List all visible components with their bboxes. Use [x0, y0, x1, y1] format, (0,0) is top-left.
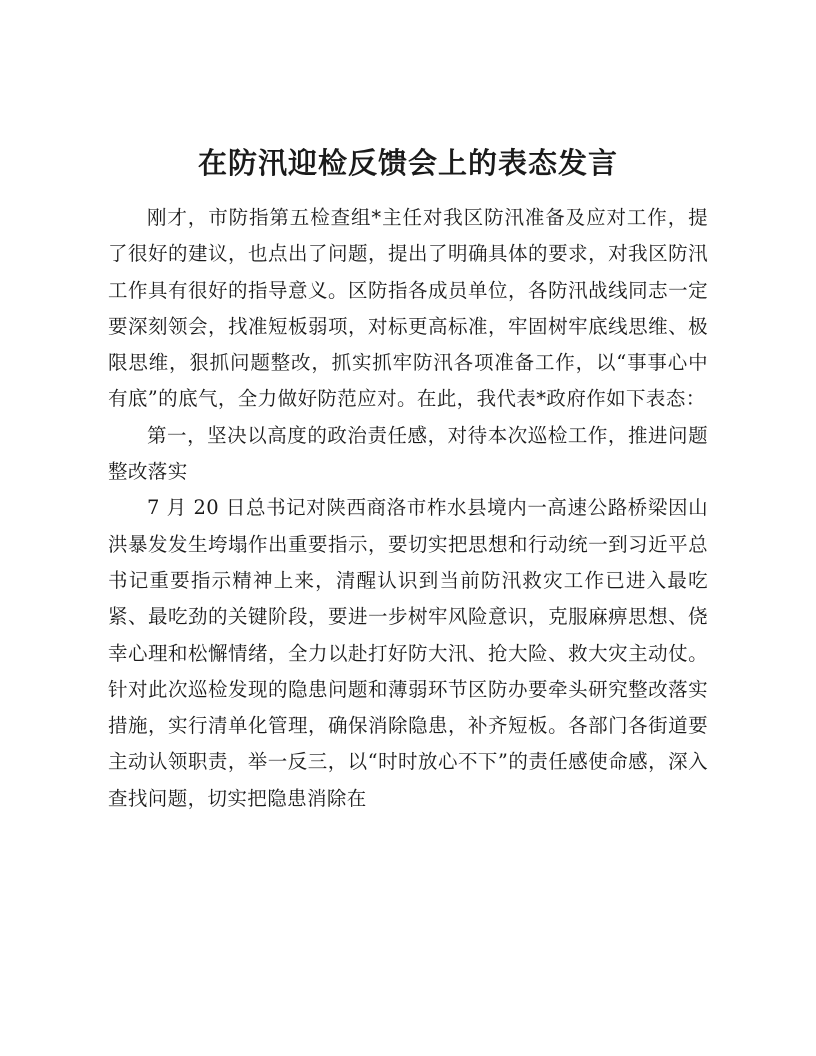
document-title: 在防汛迎检反馈会上的表态发言: [197, 146, 618, 180]
document-body: [108, 200, 708, 817]
paragraph-opening: 刚才，市防指第五检查组*主任对我区防汛准备及应对工作，提了很好的建议，也点出了问题，提出了明确具体的要求，对我区防汛工作具有很好的指导意义。区防指各成员单位，各防汛战线同志一定要深刻领会，找准短板弱项，对标更高标准，牢固树牢底线思维、极限思维，狠抓问题整改，抓实抓牢防汛各项准备工作，以“事事心中有底”的底气，全力做好防范应对。在此，我代表*政府作如下表态：: [108, 206, 708, 411]
paragraph-section-heading-1: 第一，坚决以高度的政治责任感，对待本次巡检工作，推进问题整改落实: [108, 423, 708, 484]
paragraph-section-1-body: 7 月 20 日总书记对陕西商洛市柞水县境内一高速公路桥梁因山洪暴发发生垮塌作出重要指示，要切实把思想和行动统一到习近平总书记重要指示精神上来，清醒认识到当前防汛救灾工作已进入最吃紧、最吃劲的关键阶段，要进一步树牢风险意识，克服麻痹思想、侥幸心理和松懈情绪，全力以赴打好防大汛、抢大险、救大灾主动仗。针对此次巡检发现的隐患问题和薄弱环节区防办要牵头研究整改落实措施，实行清单化管理，确保消除隐患，补齐短板。各部门各街道要主动认领职责，举一反三，以“时时放心不下”的责任感使命感，深入查找问题，切实把隐患消除在: [108, 496, 708, 810]
